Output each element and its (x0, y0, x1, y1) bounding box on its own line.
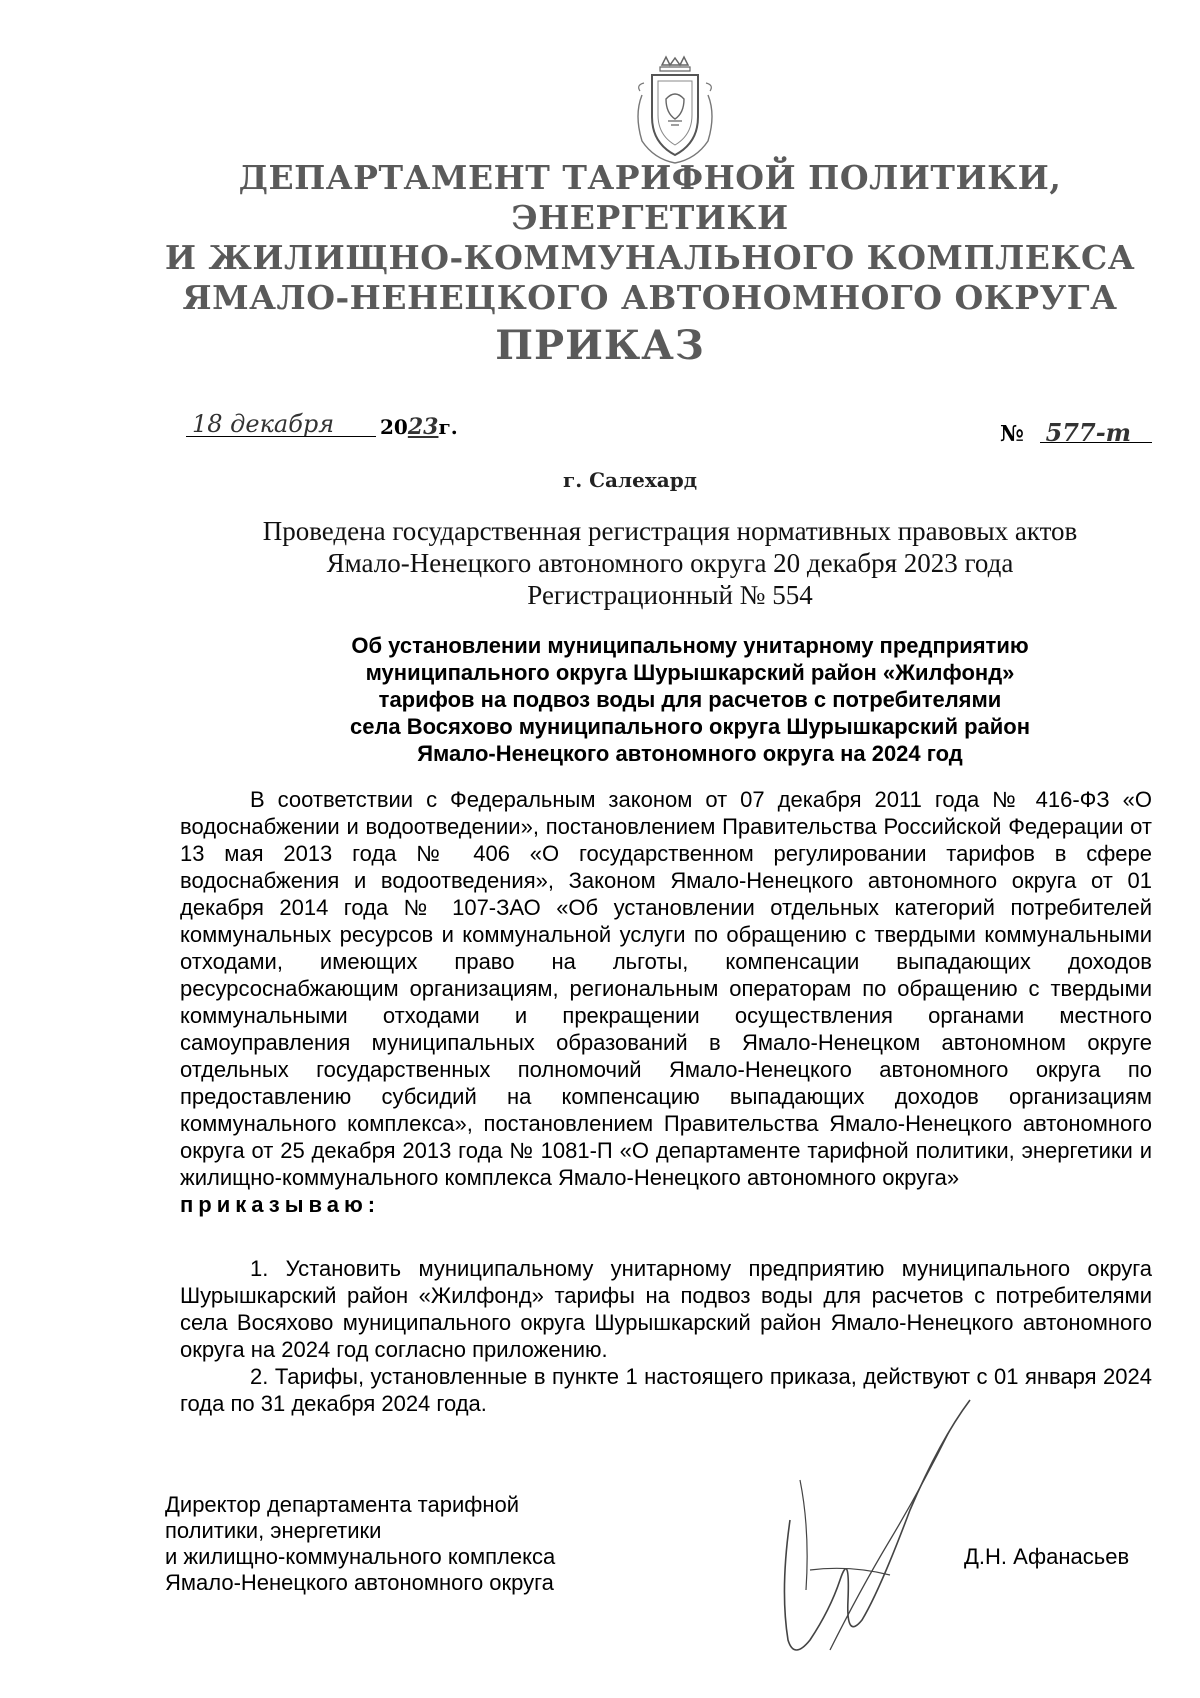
order-item-2: 2. Тарифы, установленные в пункте 1 настоящего приказа, действуют с 01 января 2024 года по 31 декабря 2024 года. (180, 1364, 1152, 1416)
registration-note (230, 515, 1110, 611)
city: г. Салехард (562, 468, 698, 492)
position-line-1: Директор департамента тарифной (165, 1492, 520, 1517)
subject-line-2: муниципального округа Шурышкарский район «Жилфонд» (365, 660, 1015, 685)
date-underline (186, 436, 376, 437)
year-suffix: г. (438, 415, 458, 439)
yamal-coat-of-arms-icon (632, 55, 718, 165)
registration-line-2: Ямало-Ненецкого автономного округа 20 декабря 2023 года (326, 548, 1014, 578)
department-line-3: ЯМАЛО-НЕНЕЦКОГО АВТОНОМНОГО ОКРУГА (182, 278, 1118, 317)
signer-name: Д.Н. Афанасьев (964, 1544, 1130, 1569)
number-label: № (1000, 421, 1024, 447)
order-item-1: 1. Установить муниципальному унитарному предприятию муниципального округа Шурышкарский район «Жилфонд» тарифы на подвоз воды для расчетов с потребителями села Восяхово муниципального округа Шурышкарский район Ямало-Ненецкого автономного округа на 2024 год согласно приложению. (180, 1256, 1152, 1362)
handwritten-signature (770, 1390, 990, 1670)
document-type-title: ПРИКАЗ (495, 322, 705, 369)
subject-line-3: тарифов на подвоз воды для расчетов с потребителями (378, 687, 1002, 712)
order-preamble (180, 786, 1152, 1218)
registration-line-3: Регистрационный № 554 (527, 580, 813, 610)
registration-line-1: Проведена государственная регистрация нормативных правовых актов (262, 516, 1078, 546)
order-items (180, 1255, 1152, 1417)
year-prefix: 20 (380, 415, 408, 439)
position-line-2: политики, энергетики (165, 1518, 382, 1543)
department-line-2: И ЖИЛИЩНО-КОММУНАЛЬНОГО КОМПЛЕКСА (164, 238, 1136, 277)
department-name (150, 158, 1150, 318)
order-word: приказываю: (180, 1192, 381, 1217)
subject-line-1: Об установлении муниципальному унитарному предприятию (351, 633, 1029, 658)
number-underline (1040, 442, 1152, 443)
position-line-4: Ямало-Ненецкого автономного округа (165, 1570, 554, 1595)
order-year (380, 414, 458, 440)
preamble-text: В соответствии с Федеральным законом от 07 декабря 2011 года № 416-ФЗ «О водоснабжении и водоотведении», постановлением Правительства Российской Федерации от 13 мая 2013 года № 406 «О государственном регулировании тарифов в сфере водоснабжения и водоотведения», Законом Ямало-Ненецкого автономного округа от 01 декабря 2014 года № 107-ЗАО «Об установлении отдельных категорий потребителей коммунальных ресурсов и коммунальной услуги по обращению с твердыми коммунальными отходами, имеющих право на льготы, компенсации выпадающих доходов ресурсоснабжающим организациям, региональным операторам по обращению с твердыми коммунальными отходами и прекращении осуществления органами местного самоуправления муниципальных образований в Ямало-Ненецком автономном округе отдельных государственных полномочий Ямало-Ненецкого автономного округа по предоставлению субсидий на компенсацию выпадающих доходов организациям коммунального комплекса», постановлением Правительства Ямало-Ненецкого автономного округа от 25 декабря 2013 года № 1081-П «О департаменте тарифной политики, энергетики и жилищно-коммунального комплекса Ямало-Ненецкого автономного округа» (180, 787, 1152, 1190)
number-handwritten: 577-т (1045, 418, 1132, 447)
subject-line-4: села Восяхово муниципального округа Шурышкарский район (349, 714, 1031, 739)
order-subject (260, 632, 1120, 767)
subject-line-5: Ямало-Ненецкого автономного округа на 2024 год (417, 741, 963, 766)
department-line-1: ДЕПАРТАМЕНТ ТАРИФНОЙ ПОЛИТИКИ, ЭНЕРГЕТИКИ (238, 158, 1062, 237)
position-line-3: и жилищно-коммунального комплекса (165, 1544, 556, 1569)
year-handwritten: 23 (407, 414, 439, 440)
signatory-position (165, 1492, 625, 1596)
handwritten-date: 18 декабря (192, 410, 335, 438)
